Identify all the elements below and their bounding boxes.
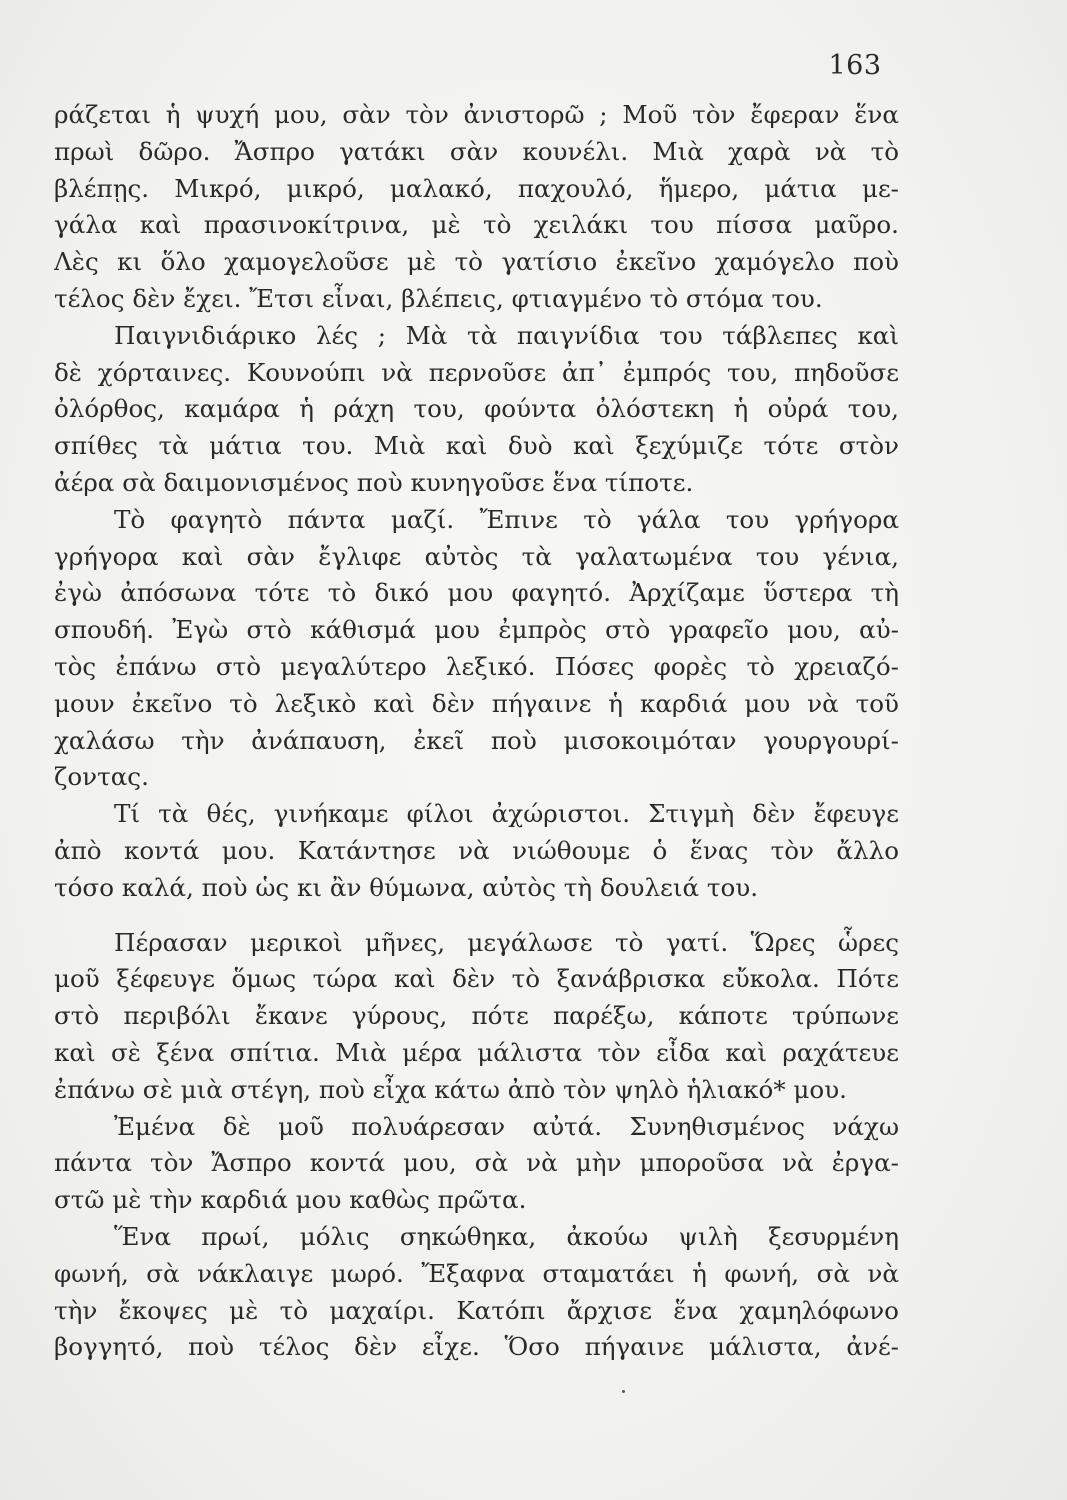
text-line: τὸς ἐπάνω στὸ μεγαλύτερο λεξικό. Πόσες φορὲς τὸ χρειαζό-	[54, 651, 899, 681]
text-line: Ἕνα πρωί, μόλις σηκώθηκα, ἀκούω ψιλὴ ξεσυρμένη	[114, 1221, 899, 1251]
body-text	[54, 97, 899, 1366]
text-line: σπουδή. Ἐγὼ στὸ κάθισμά μου ἐμπρὸς στὸ γραφεῖο μου, αὐ-	[54, 615, 899, 645]
ink-speck	[622, 1390, 625, 1393]
paragraph	[54, 1109, 899, 1219]
text-line: Πέρασαν μερικοὶ μῆνες, μεγάλωσε τὸ γατί. Ὥρες ὧρες	[114, 927, 899, 957]
text-line: ἐγὼ ἀπόσωνα τότε τὸ δικό μου φαγητό. Ἀρχίζαμε ὕστερα τὴ	[54, 578, 899, 608]
text-line: Παιγνιδιάρικο λές ; Μὰ τὰ παιγνίδια του τάβλεπες καὶ	[114, 320, 899, 350]
text-line: στῶ μὲ τὴν καρδιά μου καθὼς πρῶτα.	[54, 1185, 527, 1215]
page-number: 163	[828, 50, 882, 81]
text-line: ἀέρα σὰ δαιμονισμένος ποὺ κυνηγοῦσε ἕνα τίποτε.	[54, 467, 694, 497]
text-line: πάντα τὸν Ἄσπρο κοντά μου, σὰ νὰ μὴν μποροῦσα νὰ ἐργα-	[54, 1148, 899, 1178]
text-line: Τί τὰ θές, γινήκαμε φίλοι ἀχώριστοι. Στιγμὴ δὲν ἔφευγε	[114, 799, 899, 829]
text-line: Λὲς κι ὅλο χαμογελοῦσε μὲ τὸ γατίσιο ἐκεῖνο χαμόγελο ποὺ	[54, 247, 899, 277]
text-line: ἀπὸ κοντά μου. Κατάντησε νὰ νιώθουμε ὁ ἕνας τὸν ἄλλο	[54, 835, 899, 865]
text-line: δὲ χόρταινες. Κουνούπι νὰ περνοῦσε ἀπ᾽ ἐμπρός του, πηδοῦσε	[54, 357, 899, 387]
paragraph	[54, 1219, 899, 1366]
paragraph	[54, 796, 899, 906]
text-line: ράζεται ἡ ψυχή μου, σὰν τὸν ἀνιστορῶ ; Μοῦ τὸν ἔφεραν ἕνα	[54, 100, 899, 129]
paragraph	[54, 925, 899, 1109]
section-gap	[54, 907, 899, 925]
text-line: Τὸ φαγητὸ πάντα μαζί. Ἔπινε τὸ γάλα του γρήγορα	[114, 504, 899, 534]
text-line: ζοντας.	[54, 762, 149, 792]
text-line: γάλα καὶ πρασινοκίτρινα, μὲ τὸ χειλάκι του πίσσα μαῦρο.	[54, 210, 899, 240]
text-line: χαλάσω τὴν ἀνάπαυση, ἐκεῖ ποὺ μισοκοιμόταν γουργουρί-	[54, 725, 899, 755]
text-line: σπίθες τὰ μάτια του. Μιὰ καὶ δυὸ καὶ ξεχύμιζε τότε στὸν	[54, 431, 899, 461]
text-line: ἐπάνω σὲ μιὰ στέγη, ποὺ εἶχα κάτω ἀπὸ τὸν ψηλὸ ἡλιακό* μου.	[54, 1074, 847, 1104]
text-line: πρωὶ δῶρο. Ἄσπρο γατάκι σὰν κουνέλι. Μιὰ χαρὰ νὰ τὸ	[54, 136, 899, 166]
paragraph	[54, 318, 899, 502]
text-line: βλέπῃς. Μικρό, μικρό, μαλακό, παχουλό, ἥμερο, μάτια με-	[54, 173, 899, 203]
text-line: φωνή, σὰ νάκλαιγε μωρό. Ἔξαφνα σταματάει ἡ φωνή, σὰ νὰ	[54, 1258, 899, 1288]
text-line: καὶ σὲ ξένα σπίτια. Μιὰ μέρα μάλιστα τὸν εἶδα καὶ ραχάτευε	[54, 1037, 899, 1067]
text-line: βογγητό, ποὺ τέλος δὲν εἶχε. Ὅσο πήγαινε μάλιστα, ἀνέ-	[54, 1332, 899, 1362]
text-line: γρήγορα καὶ σὰν ἔγλιφε αὐτὸς τὰ γαλατωμένα του γένια,	[54, 541, 899, 571]
text-line: τέλος δὲν ἔχει. Ἔτσι εἶναι, βλέπεις, φτιαγμένο τὸ στόμα του.	[54, 283, 823, 313]
text-line: τὴν ἔκοψες μὲ τὸ μαχαίρι. Κατόπι ἄρχισε ἕνα χαμηλόφωνο	[54, 1295, 899, 1325]
text-line: μοῦ ξέφευγε ὅμως τώρα καὶ δὲν τὸ ξανάβρισκα εὔκολα. Πότε	[54, 964, 899, 994]
text-line: Ἐμένα δὲ μοῦ πολυάρεσαν αὐτά. Συνηθισμένος νάχω	[114, 1111, 899, 1141]
text-line: μουν ἐκεῖνο τὸ λεξικὸ καὶ δὲν πήγαινε ἡ καρδιά μου νὰ τοῦ	[54, 688, 899, 718]
paragraph	[54, 97, 899, 318]
text-line: στὸ περιβόλι ἔκανε γύρους, πότε παρέξω, κάποτε τρύπωνε	[54, 1001, 899, 1031]
paragraph	[54, 502, 899, 796]
text-line: ὀλόρθος, καμάρα ἡ ράχη του, φούντα ὀλόστεκη ἡ οὐρά του,	[54, 394, 899, 424]
text-line: τόσο καλά, ποὺ ὡς κι ἂν θύμωνα, αὐτὸς τὴ δουλειά του.	[54, 872, 759, 902]
